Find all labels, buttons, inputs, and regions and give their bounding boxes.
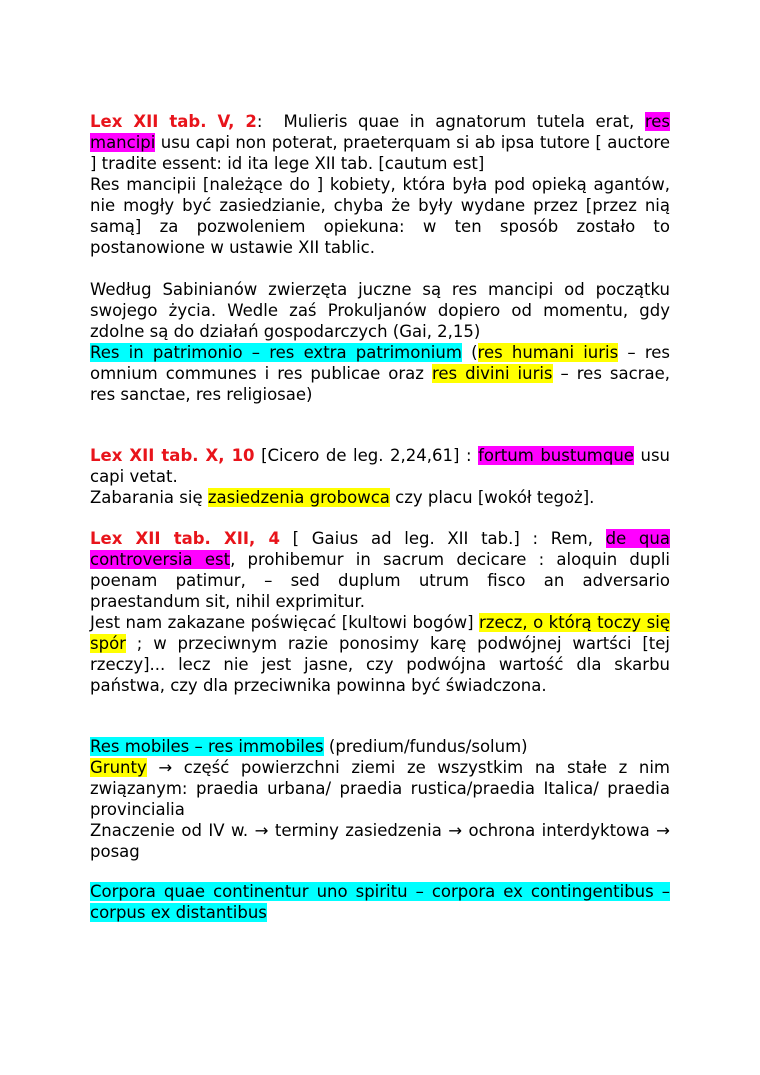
section-lex-x-10: Lex XII tab. X, 10 [Cicero de leg. 2,24,61] : fortum bustumque usu capi vetat. Zabarania się zasiedzenia grobowca czy placu [wokół tegoż]. <box>90 446 670 507</box>
highlight-res-mobiles: Res mobiles – res immobiles <box>90 737 324 756</box>
highlight-grunty: Grunty <box>90 758 147 777</box>
heading-lex-x-10: Lex XII tab. X, 10 <box>90 446 255 465</box>
section-corpora <box>90 881 670 923</box>
latin-text: Mulieris quae in agnatorum tutela erat, <box>262 112 645 131</box>
heading-lex-xii-4: Lex XII tab. XII, 4 <box>90 529 280 548</box>
highlight-de-qua-controversia: de qua controversia est <box>90 529 670 569</box>
highlight-res-mancipi: res mancipi <box>90 112 670 152</box>
paragraph-sabinians: Według Sabinianów zwierzęta juczne są res mancipi od początku swojego życia. Wedle zaś Prokuljanów dopiero od momentu, gdy zdolne są do działań gospodarczych (Gai, 2,15) <box>90 280 670 341</box>
highlight-res-humani-iuris: res humani iuris <box>477 343 619 362</box>
polish-translation: Res mancipii [należące do ] kobiety, która była pod opieką agantów, nie mogły być zasiedzianie, chyba że były wydane przez [przez nią samą] za pozwoleniem opiekuna: w ten sposób zostało to postanowione w ustawie XII tablic. <box>90 175 670 257</box>
znaczenie-line: Znaczenie od IV w. → terminy zasiedzenia → ochrona interdyktowa → posag <box>90 821 670 861</box>
res-patrimonio-line: Res in patrimonio – res extra patrimonium (res humani iuris – res omnium communes i res publicae oraz res divini iuris – res sacrae, res sanctae, res religiosae) <box>90 343 670 404</box>
heading-lex-v-2: Lex XII tab. V, 2 <box>90 112 257 131</box>
highlight-corpora: Corpora quae continentur uno spiritu – corpora ex contingentibus – corpus ex distantibus <box>90 882 670 922</box>
highlight-res-in-patrimonio: Res in patrimonio – res extra patrimonium <box>90 343 462 362</box>
section-lex-xii-4: Lex XII tab. XII, 4 [ Gaius ad leg. XII tab.] : Rem, de qua controversia est, prohibemur in sacrum decicare : aloquin dupli poenam patimur, – sed duplum utrum fisco an adversario praestandum sit, nihil exprimitur. Jest nam zakazane poświęcać [kultowi bogów] rzecz, o którą toczy się spór ; w przeciwnym razie ponosimy karę podwójnej wartści [tej rzeczy]... lecz nie jest jasne, czy podwójna wartość dla skarbu państwa, czy dla przeciwnika powinna być świadczona. <box>90 529 670 695</box>
grunty-line: Grunty → część powierzchni ziemi ze wszystkim na stałe z nim związanym: praedia urbana/ praedia rustica/praedia Italica/ praedia provincialia <box>90 758 670 819</box>
highlight-res-divini-iuris: res divini iuris <box>431 364 553 383</box>
polish-translation: Zabarania się zasiedzenia grobowca czy placu [wokół tegoż]. <box>90 488 595 507</box>
section-lex-v-2 <box>90 111 670 258</box>
highlight-zasiedzenia-grobowca: zasiedzenia grobowca <box>207 488 390 507</box>
section-sabinians <box>90 279 670 405</box>
highlight-rzecz-spor: rzecz, o którą toczy się spór <box>90 613 670 653</box>
polish-translation: Jest nam zakazane poświęcać [kultowi bogów] rzecz, o którą toczy się spór ; w przeciwnym razie ponosimy karę podwójnej wartści [tej rzeczy]... lecz nie jest jasne, czy podwójna wartość dla skarbu państwa, czy dla przeciwnika powinna być świadczona. <box>90 613 670 695</box>
section-res-mobiles: Res mobiles – res immobiles (predium/fundus/solum) Grunty → część powierzchni ziemi ze wszystkim na stałe z nim związanym: praedia urbana/ praedia rustica/praedia Italica/ praedia provincialia Znaczenie od IV w. → terminy zasiedzenia → ochrona interdyktowa → posag <box>90 737 670 861</box>
latin-text: usu capi non poterat, praeterquam si ab ipsa tutore [ auctore ] tradite essent: id ita lege XII tab. [cautum est] <box>90 133 670 173</box>
highlight-fortum-bustumque: fortum bustumque <box>478 446 634 465</box>
colon: : <box>256 112 263 131</box>
